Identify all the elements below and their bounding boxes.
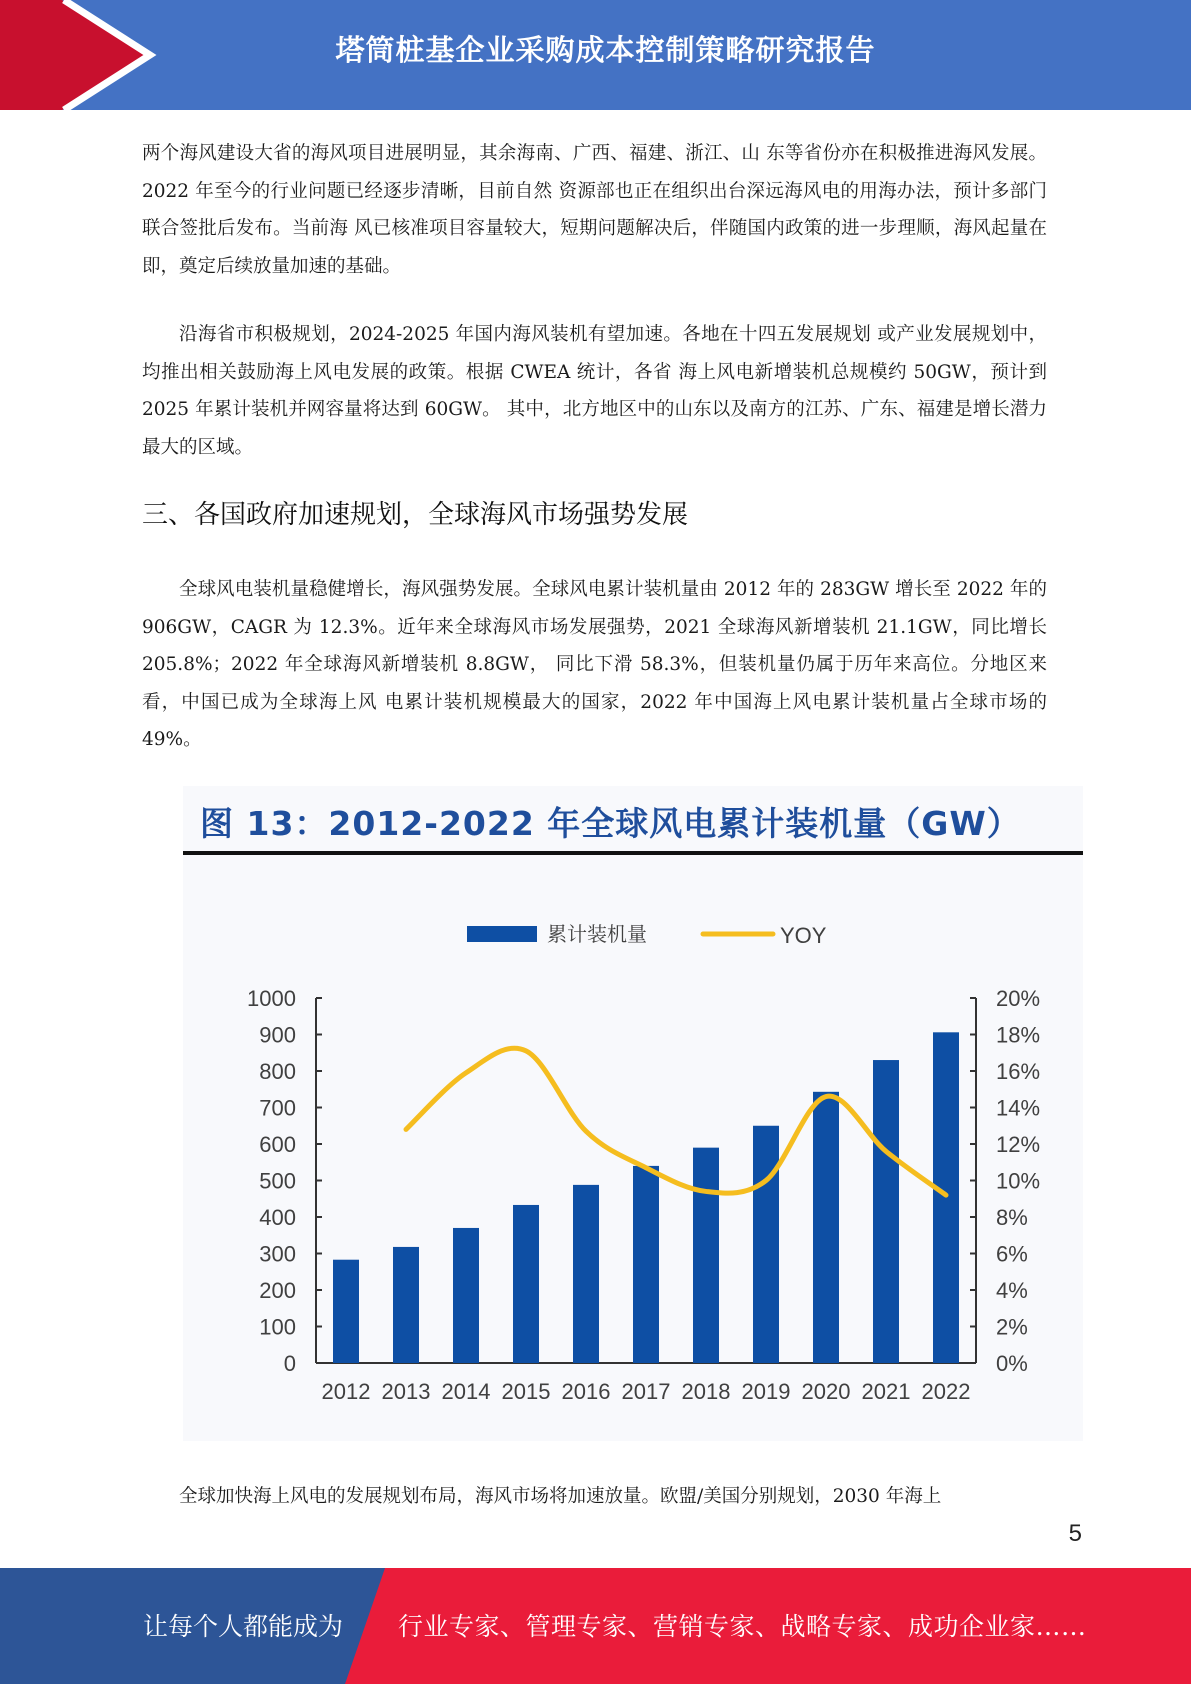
bar	[813, 1092, 839, 1363]
right-tick-label: 6%	[996, 1241, 1028, 1267]
x-tick-label: 2022	[921, 1379, 971, 1404]
right-tick-label: 0%	[996, 1351, 1028, 1376]
bar	[633, 1166, 659, 1363]
bar	[513, 1205, 539, 1363]
footer-slogan-right: 行业专家、管理专家、营销专家、战略专家、成功企业家……	[398, 1612, 1087, 1641]
right-tick-label: 10%	[996, 1168, 1041, 1194]
left-tick-label: 800	[259, 1059, 296, 1084]
figure-13	[183, 786, 1083, 1441]
bar	[693, 1148, 719, 1363]
paragraph-3: 全球风电装机量稳健增长，海风强势发展。全球风电累计装机量由 2012 年的 283GW 增长至 2022 年的 906GW，CAGR 为 12.3%。近年来全球海风市场发展强势，2021 全球海风新增装机 21.1GW，同比增长 205.8%；2022 年全球海风新增装机 8.8GW， 同比下滑 58.3%，但装机量仍属于历年来高位。分地区来看，中国已成为全球海上风 电累计装机规模最大的国家，2022 年中国海上风电累计装机量占全球市场的 49%。	[142, 579, 1047, 750]
right-tick-label: 8%	[996, 1205, 1028, 1230]
left-tick-label: 900	[259, 1022, 296, 1048]
left-tick-label: 500	[259, 1168, 296, 1194]
x-tick-label: 2016	[561, 1379, 611, 1404]
bar	[933, 1032, 959, 1363]
left-tick-label: 200	[259, 1278, 296, 1303]
footer-slogan-left: 让每个人都能成为	[143, 1612, 344, 1641]
chart-svg	[183, 786, 1083, 1441]
right-tick-label: 2%	[996, 1314, 1028, 1340]
left-tick-label: 600	[259, 1132, 296, 1157]
page-header	[0, 0, 1191, 110]
left-tick-label: 0	[283, 1351, 296, 1376]
bar	[393, 1247, 419, 1363]
right-tick-label: 16%	[996, 1059, 1041, 1084]
page-footer	[0, 1568, 1191, 1684]
left-tick-label: 300	[259, 1241, 296, 1267]
x-tick-label: 2017	[621, 1379, 671, 1404]
paragraph-4: 全球加快海上风电的发展规划布局，海风市场将加速放量。欧盟/美国分别规划，2030 年海上	[179, 1486, 942, 1507]
x-tick-label: 2019	[741, 1379, 791, 1404]
right-tick-label: 18%	[996, 1022, 1041, 1048]
x-tick-label: 2021	[861, 1379, 911, 1404]
x-tick-label: 2015	[501, 1379, 551, 1404]
x-tick-label: 2013	[381, 1379, 431, 1404]
report-title: 塔筒桩基企业采购成本控制策略研究报告	[335, 33, 876, 67]
left-tick-label: 1000	[247, 986, 296, 1011]
x-tick-label: 2018	[681, 1379, 731, 1404]
figure-title: 图 13：2012-2022 年全球风电累计装机量（GW）	[200, 804, 1021, 843]
bar	[453, 1228, 479, 1363]
legend-line-label: YOY	[780, 923, 827, 948]
left-tick-label: 700	[259, 1095, 296, 1121]
paragraph-2: 沿海省市积极规划，2024-2025 年国内海风装机有望加速。各地在十四五发展规划 或产业发展规划中，均推出相关鼓励海上风电发展的政策。根据 CWEA 统计，各省 海上风电新增装机总规模约 50GW，预计到 2025 年累计装机并网容量将达到 60GW。 其中，北方地区中的山东以及南方的江苏、广东、福建是增长潜力最大的区域。	[142, 324, 1047, 458]
page-number: 5	[1068, 1520, 1082, 1547]
right-tick-label: 4%	[996, 1278, 1028, 1303]
bar	[573, 1185, 599, 1363]
right-tick-label: 12%	[996, 1132, 1041, 1157]
x-tick-label: 2014	[441, 1379, 491, 1404]
section-heading: 三、各国政府加速规划，全球海风市场强势发展	[142, 500, 689, 530]
bar	[873, 1060, 899, 1363]
bar	[333, 1260, 359, 1363]
x-tick-label: 2012	[321, 1379, 371, 1404]
right-tick-label: 14%	[996, 1095, 1041, 1121]
yoy-line	[406, 1048, 946, 1195]
legend-bar-label: 累计装机量	[547, 924, 647, 946]
right-tick-label: 20%	[996, 986, 1041, 1011]
paragraph-1: 两个海风建设大省的海风项目进展明显，其余海南、广西、福建、浙江、山 东等省份亦在积极推进海风发展。2022 年至今的行业问题已经逐步清晰，目前自然 资源部也正在组织出台深远海风电的用海办法，预计多部门联合签批后发布。当前海 风已核准项目容量较大，短期问题解决后，伴随国内政策的进一步理顺，海风起量在 即，奠定后续放量加速的基础。	[142, 143, 1047, 277]
x-tick-label: 2020	[801, 1379, 851, 1404]
left-tick-label: 100	[259, 1314, 296, 1340]
bar	[753, 1126, 779, 1363]
left-tick-label: 400	[259, 1205, 296, 1230]
legend-bar-swatch	[467, 926, 537, 942]
